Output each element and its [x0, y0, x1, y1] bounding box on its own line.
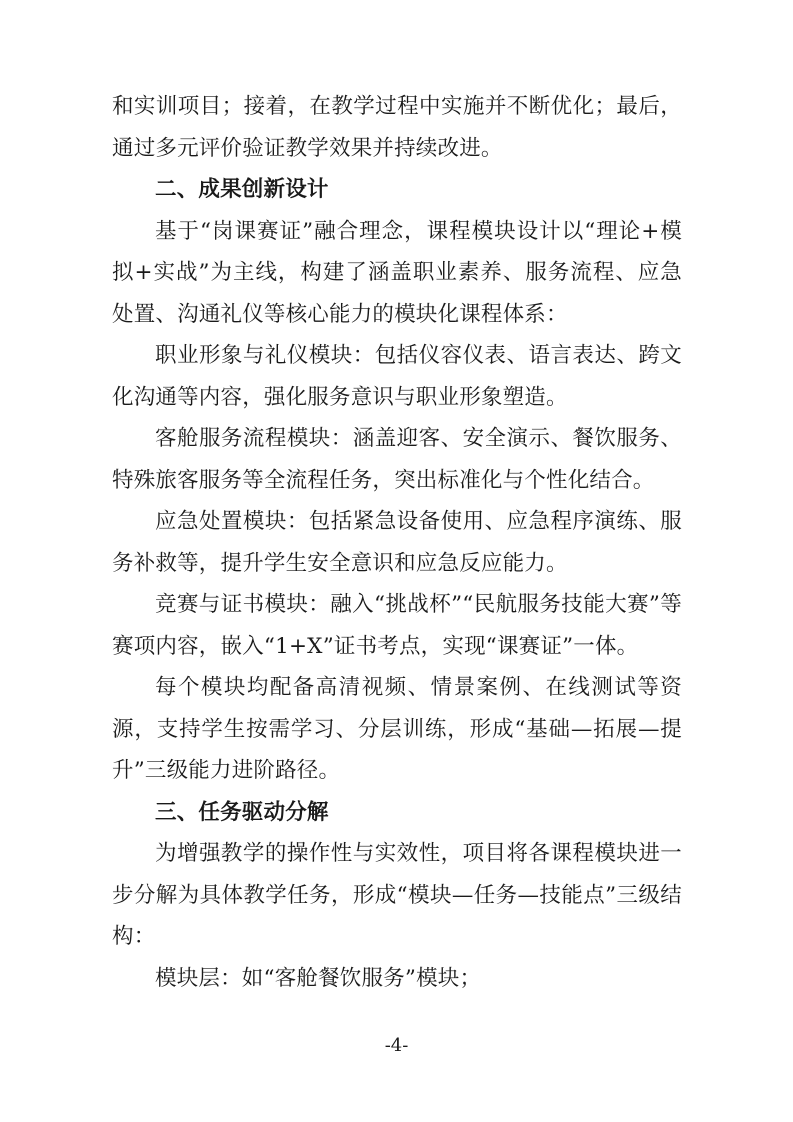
paragraph: 客舱服务流程模块：涵盖迎客、安全演示、餐饮服务、特殊旅客服务等全流程任务，突出标准化与个性化结合。	[112, 426, 682, 493]
paragraph: 每个模块均配备高清视频、情景案例、在线测试等资源，支持学生按需学习、分层训练，形成“基础—拓展—提升”三级能力进阶路径。	[112, 675, 682, 783]
paragraph: 应急处置模块：包括紧急设备使用、应急程序演练、服务补救等，提升学生安全意识和应急反应能力。	[112, 509, 682, 576]
paragraph: 模块层：如“客舱餐饮服务”模块；	[155, 965, 482, 991]
section-heading: 三、任务驱动分解	[155, 799, 329, 825]
paragraph: 职业形象与礼仪模块：包括仪容仪表、语言表达、跨文化沟通等内容，强化服务意识与职业形象塑造。	[112, 343, 682, 410]
section-heading: 二、成果创新设计	[155, 177, 329, 202]
paragraph: 基于“岗课赛证”融合理念，课程模块设计以“理论+模拟+实战”为主线，构建了涵盖职业素养、服务流程、应急处置、沟通礼仪等核心能力的模块化课程体系：	[112, 218, 682, 327]
paragraph: 为增强教学的操作性与实效性，项目将各课程模块进一步分解为具体教学任务，形成“模块—任务—技能点”三级结构：	[112, 841, 682, 949]
document-body	[112, 86, 682, 999]
paragraph: 和实训项目；接着，在教学过程中实施并不断优化；最后，通过多元评价验证教学效果并持续改进。	[112, 94, 682, 161]
page-number: -4-	[384, 1035, 409, 1056]
paragraph: 竞赛与证书模块：融入“挑战杯”“民航服务技能大赛”等赛项内容，嵌入“1+X”证书考点，实现“课赛证”一体。	[112, 592, 682, 659]
